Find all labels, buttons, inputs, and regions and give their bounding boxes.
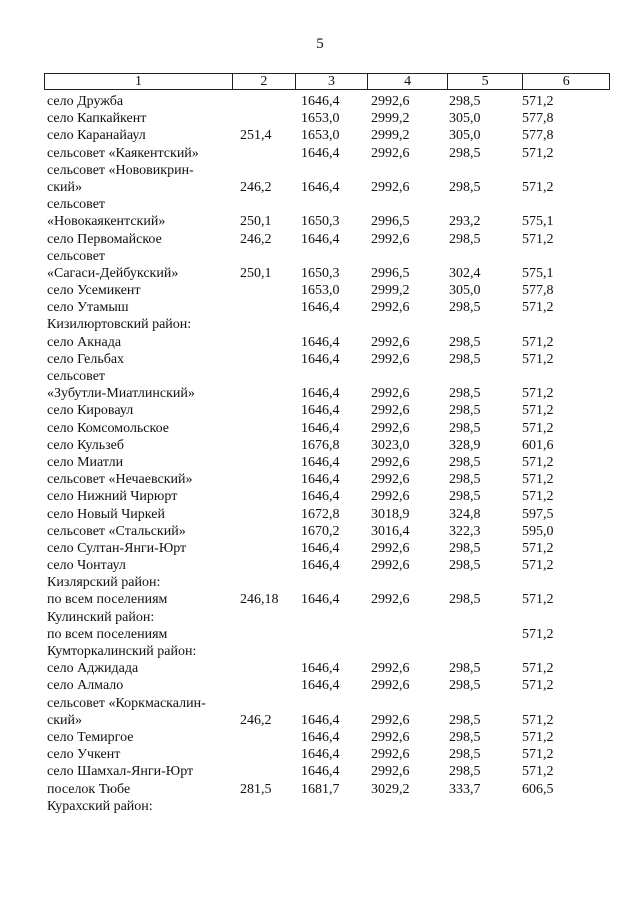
header-col-1: 1 <box>45 74 233 89</box>
value-col-6: 575,1 <box>522 265 554 281</box>
settlement-name: село Алмало <box>47 678 124 694</box>
table-row <box>0 574 640 591</box>
value-col-3: 1650,3 <box>301 265 340 281</box>
value-col-5: 298,5 <box>449 592 481 608</box>
value-col-6: 571,2 <box>522 678 554 694</box>
table-row <box>0 316 640 333</box>
value-col-4: 2992,6 <box>371 540 410 556</box>
value-col-6: 571,2 <box>522 764 554 780</box>
value-col-6: 571,2 <box>522 661 554 677</box>
page-number: 5 <box>316 36 324 52</box>
value-col-3: 1646,4 <box>301 661 340 677</box>
value-col-6: 571,2 <box>522 747 554 763</box>
value-col-4: 2992,6 <box>371 489 410 505</box>
value-col-6: 571,2 <box>522 334 554 350</box>
value-col-4: 2992,6 <box>371 472 410 488</box>
table-row <box>0 248 640 265</box>
value-col-4: 2992,6 <box>371 729 410 745</box>
settlement-name: ский» <box>47 712 82 728</box>
value-col-3: 1646,4 <box>301 94 340 109</box>
value-col-6: 571,2 <box>522 540 554 556</box>
value-col-4: 2999,2 <box>371 128 410 144</box>
value-col-3: 1646,4 <box>301 420 340 436</box>
value-col-6: 597,5 <box>522 506 554 522</box>
value-col-4: 2992,6 <box>371 351 410 367</box>
value-col-5: 298,5 <box>449 420 481 436</box>
settlement-name: «Сагаси-Дейбукский» <box>47 265 179 281</box>
table-row <box>0 798 640 815</box>
settlement-name: поселок Тюбе <box>47 781 131 797</box>
value-col-4: 2992,6 <box>371 592 410 608</box>
value-col-2: 281,5 <box>240 781 272 797</box>
table-row <box>0 213 640 230</box>
settlement-name: село Дружба <box>47 94 124 109</box>
value-col-3: 1646,4 <box>301 489 340 505</box>
value-col-6: 571,2 <box>522 386 554 402</box>
value-col-6: 571,2 <box>522 403 554 419</box>
value-col-4: 2992,6 <box>371 712 410 728</box>
value-col-3: 1646,4 <box>301 540 340 556</box>
settlement-name: село Комсомольское <box>47 420 170 436</box>
settlement-name: сельсовет «Нечаевский» <box>47 472 193 488</box>
table-row <box>0 712 640 729</box>
value-col-5: 324,8 <box>449 506 481 522</box>
settlement-name: село Шамхал-Янги-Юрт <box>47 764 194 780</box>
value-col-3: 1646,4 <box>301 231 340 247</box>
value-col-4: 2999,2 <box>371 283 410 299</box>
table-row <box>0 626 640 643</box>
value-col-6: 571,2 <box>522 351 554 367</box>
settlement-name: село Султан-Янги-Юрт <box>47 540 187 556</box>
value-col-3: 1646,4 <box>301 300 340 316</box>
value-col-5: 298,5 <box>449 678 481 694</box>
value-col-5: 305,0 <box>449 128 481 144</box>
settlement-name: «Новокаякентский» <box>47 214 166 230</box>
settlement-name: село Учкент <box>47 747 121 763</box>
value-col-5: 322,3 <box>449 523 481 539</box>
value-col-6: 595,0 <box>522 523 554 539</box>
value-col-4: 2992,6 <box>371 678 410 694</box>
value-col-2: 251,4 <box>240 128 272 144</box>
value-col-5: 298,5 <box>449 540 481 556</box>
table-row <box>0 282 640 299</box>
value-col-3: 1670,2 <box>301 523 340 539</box>
settlement-name: село Капкайкент <box>47 111 147 127</box>
value-col-4: 2992,6 <box>371 747 410 763</box>
value-col-6: 571,2 <box>522 712 554 728</box>
value-col-5: 298,5 <box>449 94 481 109</box>
settlement-name: Кумторкалинский район: <box>47 644 197 659</box>
value-col-4: 2999,2 <box>371 111 410 127</box>
settlement-name: село Нижний Чирюрт <box>47 489 178 505</box>
value-col-5: 298,5 <box>449 729 481 745</box>
value-col-6: 577,8 <box>522 283 554 299</box>
value-col-5: 298,5 <box>449 454 481 470</box>
value-col-4: 2992,6 <box>371 764 410 780</box>
value-col-5: 333,7 <box>449 781 481 797</box>
header-col-2: 2 <box>233 74 296 89</box>
table-row <box>0 523 640 540</box>
table-row <box>0 506 640 523</box>
header-col-3: 3 <box>296 74 369 89</box>
value-col-6: 571,2 <box>522 420 554 436</box>
value-col-4: 2992,6 <box>371 231 410 247</box>
settlement-name: Кизилюртовский район: <box>47 317 192 333</box>
table-row <box>0 93 640 110</box>
value-col-6: 571,2 <box>522 472 554 488</box>
settlement-name: сельсовет «Каякентский» <box>47 145 199 161</box>
table-row <box>0 420 640 437</box>
value-col-6: 571,2 <box>522 179 554 195</box>
value-col-5: 298,5 <box>449 489 481 505</box>
header-col-4: 4 <box>368 74 448 89</box>
value-col-5: 298,5 <box>449 558 481 574</box>
value-col-4: 2992,6 <box>371 558 410 574</box>
value-col-3: 1672,8 <box>301 506 340 522</box>
value-col-4: 2992,6 <box>371 386 410 402</box>
table-row <box>0 145 640 162</box>
value-col-6: 571,2 <box>522 592 554 608</box>
value-col-5: 298,5 <box>449 145 481 161</box>
value-col-4: 2992,6 <box>371 300 410 316</box>
value-col-5: 298,5 <box>449 764 481 780</box>
value-col-5: 298,5 <box>449 351 481 367</box>
value-col-4: 3018,9 <box>371 506 410 522</box>
table-row <box>0 231 640 248</box>
settlement-name: село Гельбах <box>47 351 125 367</box>
value-col-3: 1646,4 <box>301 351 340 367</box>
value-col-5: 298,5 <box>449 179 481 195</box>
table-row <box>0 540 640 557</box>
value-col-2: 246,2 <box>240 712 272 728</box>
settlement-name: Курахский район: <box>47 798 153 814</box>
table-row <box>0 695 640 712</box>
settlement-name: сельсовет <box>47 248 106 264</box>
value-col-5: 298,5 <box>449 472 481 488</box>
table-row <box>0 591 640 608</box>
value-col-5: 298,5 <box>449 403 481 419</box>
value-col-4: 2992,6 <box>371 661 410 677</box>
value-col-5: 293,2 <box>449 214 481 230</box>
header-col-6: 6 <box>562 74 570 89</box>
table-row <box>0 179 640 196</box>
value-col-6: 571,2 <box>522 454 554 470</box>
settlement-name: село Темиргое <box>47 729 134 745</box>
table-row <box>0 385 640 402</box>
value-col-4: 2996,5 <box>371 265 410 281</box>
settlement-name: ский» <box>47 179 82 195</box>
table-row <box>0 781 640 798</box>
value-col-5: 298,5 <box>449 334 481 350</box>
settlement-name: «Зубутли-Миатлинский» <box>47 386 195 402</box>
value-col-2: 250,1 <box>240 265 272 281</box>
value-col-4: 2992,6 <box>371 420 410 436</box>
table-row <box>0 351 640 368</box>
value-col-4: 3016,4 <box>371 523 410 539</box>
value-col-5: 328,9 <box>449 437 481 453</box>
value-col-5: 298,5 <box>449 661 481 677</box>
settlement-name: село Новый Чиркей <box>47 506 165 522</box>
settlement-name: сельсовет <box>47 369 106 384</box>
settlement-name: по всем поселениям <box>47 626 168 642</box>
value-col-4: 2992,6 <box>371 403 410 419</box>
value-col-3: 1650,3 <box>301 214 340 230</box>
value-col-6: 571,2 <box>522 231 554 247</box>
value-col-3: 1646,4 <box>301 334 340 350</box>
table-row <box>0 265 640 282</box>
settlement-name: село Акнада <box>47 334 122 350</box>
value-col-3: 1653,0 <box>301 283 340 299</box>
value-col-4: 2992,6 <box>371 145 410 161</box>
value-col-6: 601,6 <box>522 437 554 453</box>
table-row <box>0 127 640 144</box>
table-row <box>0 746 640 763</box>
value-col-3: 1646,4 <box>301 747 340 763</box>
value-col-5: 298,5 <box>449 386 481 402</box>
value-col-3: 1681,7 <box>301 781 340 797</box>
value-col-4: 2992,6 <box>371 179 410 195</box>
value-col-2: 246,2 <box>240 179 272 195</box>
value-col-3: 1646,4 <box>301 179 340 195</box>
value-col-2: 246,2 <box>240 231 272 247</box>
table-row <box>0 196 640 213</box>
value-col-3: 1653,0 <box>301 128 340 144</box>
value-col-3: 1646,4 <box>301 592 340 608</box>
value-col-3: 1653,0 <box>301 111 340 127</box>
value-col-5: 298,5 <box>449 300 481 316</box>
table-row <box>0 609 640 626</box>
table-row <box>0 402 640 419</box>
table-header <box>44 73 610 90</box>
value-col-4: 3029,2 <box>371 781 410 797</box>
value-col-6: 577,8 <box>522 111 554 127</box>
table-row <box>0 763 640 780</box>
settlement-name: село Кульзеб <box>47 437 124 453</box>
settlement-name: сельсовет «Нововикрин- <box>47 162 194 178</box>
value-col-6: 571,2 <box>522 489 554 505</box>
header-col-5: 5 <box>448 74 524 89</box>
value-col-6: 571,2 <box>522 94 554 109</box>
table-row <box>0 471 640 488</box>
table-row <box>0 334 640 351</box>
table-row <box>0 162 640 179</box>
table-row <box>0 643 640 660</box>
table-row <box>0 729 640 746</box>
settlement-name: село Аджидада <box>47 661 139 677</box>
table-row <box>0 454 640 471</box>
settlement-name: село Чонтаул <box>47 558 126 574</box>
value-col-3: 1646,4 <box>301 145 340 161</box>
value-col-3: 1646,4 <box>301 729 340 745</box>
settlement-name: село Усемикент <box>47 283 141 299</box>
value-col-2: 250,1 <box>240 214 272 230</box>
value-col-6: 577,8 <box>522 128 554 144</box>
value-col-5: 305,0 <box>449 283 481 299</box>
value-col-4: 2992,6 <box>371 454 410 470</box>
value-col-5: 302,4 <box>449 265 481 281</box>
value-col-3: 1676,8 <box>301 437 340 453</box>
value-col-6: 575,1 <box>522 214 554 230</box>
table-row <box>0 299 640 316</box>
value-col-5: 298,5 <box>449 712 481 728</box>
value-col-3: 1646,4 <box>301 558 340 574</box>
table-body <box>0 93 640 815</box>
settlement-name: Кизлярский район: <box>47 575 161 591</box>
value-col-4: 3023,0 <box>371 437 410 453</box>
settlement-name: сельсовет «Стальский» <box>47 523 186 539</box>
value-col-6: 571,2 <box>522 729 554 745</box>
settlement-name: Кулинский район: <box>47 609 155 625</box>
value-col-5: 298,5 <box>449 231 481 247</box>
settlement-name: село Утамыш <box>47 300 129 316</box>
table-row <box>0 110 640 127</box>
table-row <box>0 677 640 694</box>
table-row <box>0 557 640 574</box>
value-col-3: 1646,4 <box>301 712 340 728</box>
value-col-3: 1646,4 <box>301 764 340 780</box>
value-col-3: 1646,4 <box>301 386 340 402</box>
table-row <box>0 660 640 677</box>
value-col-4: 2996,5 <box>371 214 410 230</box>
value-col-2: 246,18 <box>240 592 279 608</box>
settlement-name: село Миатли <box>47 454 124 470</box>
value-col-5: 305,0 <box>449 111 481 127</box>
settlement-name: село Первомайское <box>47 231 162 247</box>
value-col-6: 571,2 <box>522 558 554 574</box>
value-col-3: 1646,4 <box>301 403 340 419</box>
value-col-3: 1646,4 <box>301 454 340 470</box>
settlement-name: село Кироваул <box>47 403 134 419</box>
value-col-3: 1646,4 <box>301 678 340 694</box>
value-col-4: 2992,6 <box>371 334 410 350</box>
value-col-6: 571,2 <box>522 145 554 161</box>
settlement-name: село Каранайаул <box>47 128 146 144</box>
table-row <box>0 488 640 505</box>
value-col-6: 571,2 <box>522 300 554 316</box>
value-col-6: 606,5 <box>522 781 554 797</box>
table-row <box>0 437 640 454</box>
value-col-3: 1646,4 <box>301 472 340 488</box>
value-col-6: 571,2 <box>522 626 554 642</box>
table-row <box>0 368 640 385</box>
value-col-4: 2992,6 <box>371 94 410 109</box>
settlement-name: сельсовет <box>47 197 106 213</box>
settlement-name: по всем поселениям <box>47 592 168 608</box>
settlement-name: сельсовет «Коркмаскалин- <box>47 695 206 711</box>
value-col-5: 298,5 <box>449 747 481 763</box>
